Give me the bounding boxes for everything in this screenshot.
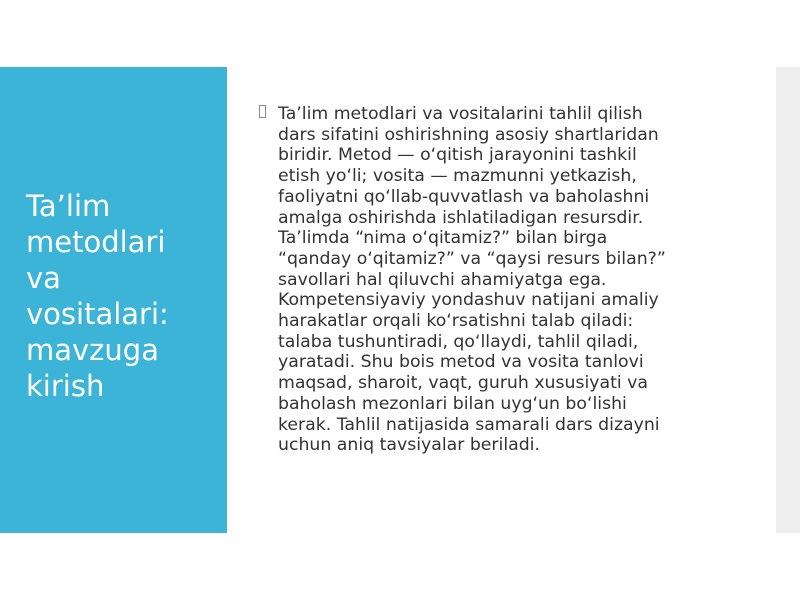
slide-body-text: Ta’lim metodlari va vositalarini tahlil qilish dars sifatini oshirishning asosiy shartlaridan biridir. Metod — o‘qitish jarayonini tashkil etish yo‘li; vosita — mazmunni yetkazish, faoliyatni qo‘llab-quvvatlash va baholashni amalga oshirishda ishlatiladigan resursdir. Ta’limda “nima o‘qitamiz?” bilan birga “qanday o‘qitamiz?” va “qaysi resurs bilan?” savollari hal qiluvchi ahamiyatga ega. Kompetensiyaviy yondashuv natijani amaliy harakatlar orqali ko‘rsatishni talab qiladi: talaba tushuntiradi, qo‘llaydi, tahlil qiladi, yaratadi. Shu bois metod va vosita tanlovi maqsad, sharoit, vaqt, guruh xususiyati va baholash mezonlari bilan uyg‘un bo‘lishi kerak. Tahlil natijasida samarali dars dizayni uchun aniq tavsiyalar beriladi.	[278, 104, 666, 456]
square-bullet-icon	[259, 105, 266, 118]
slide-title: Ta’lim metodlari va vositalari: mavzuga kirish	[26, 189, 169, 403]
right-accent-bar	[776, 67, 800, 533]
